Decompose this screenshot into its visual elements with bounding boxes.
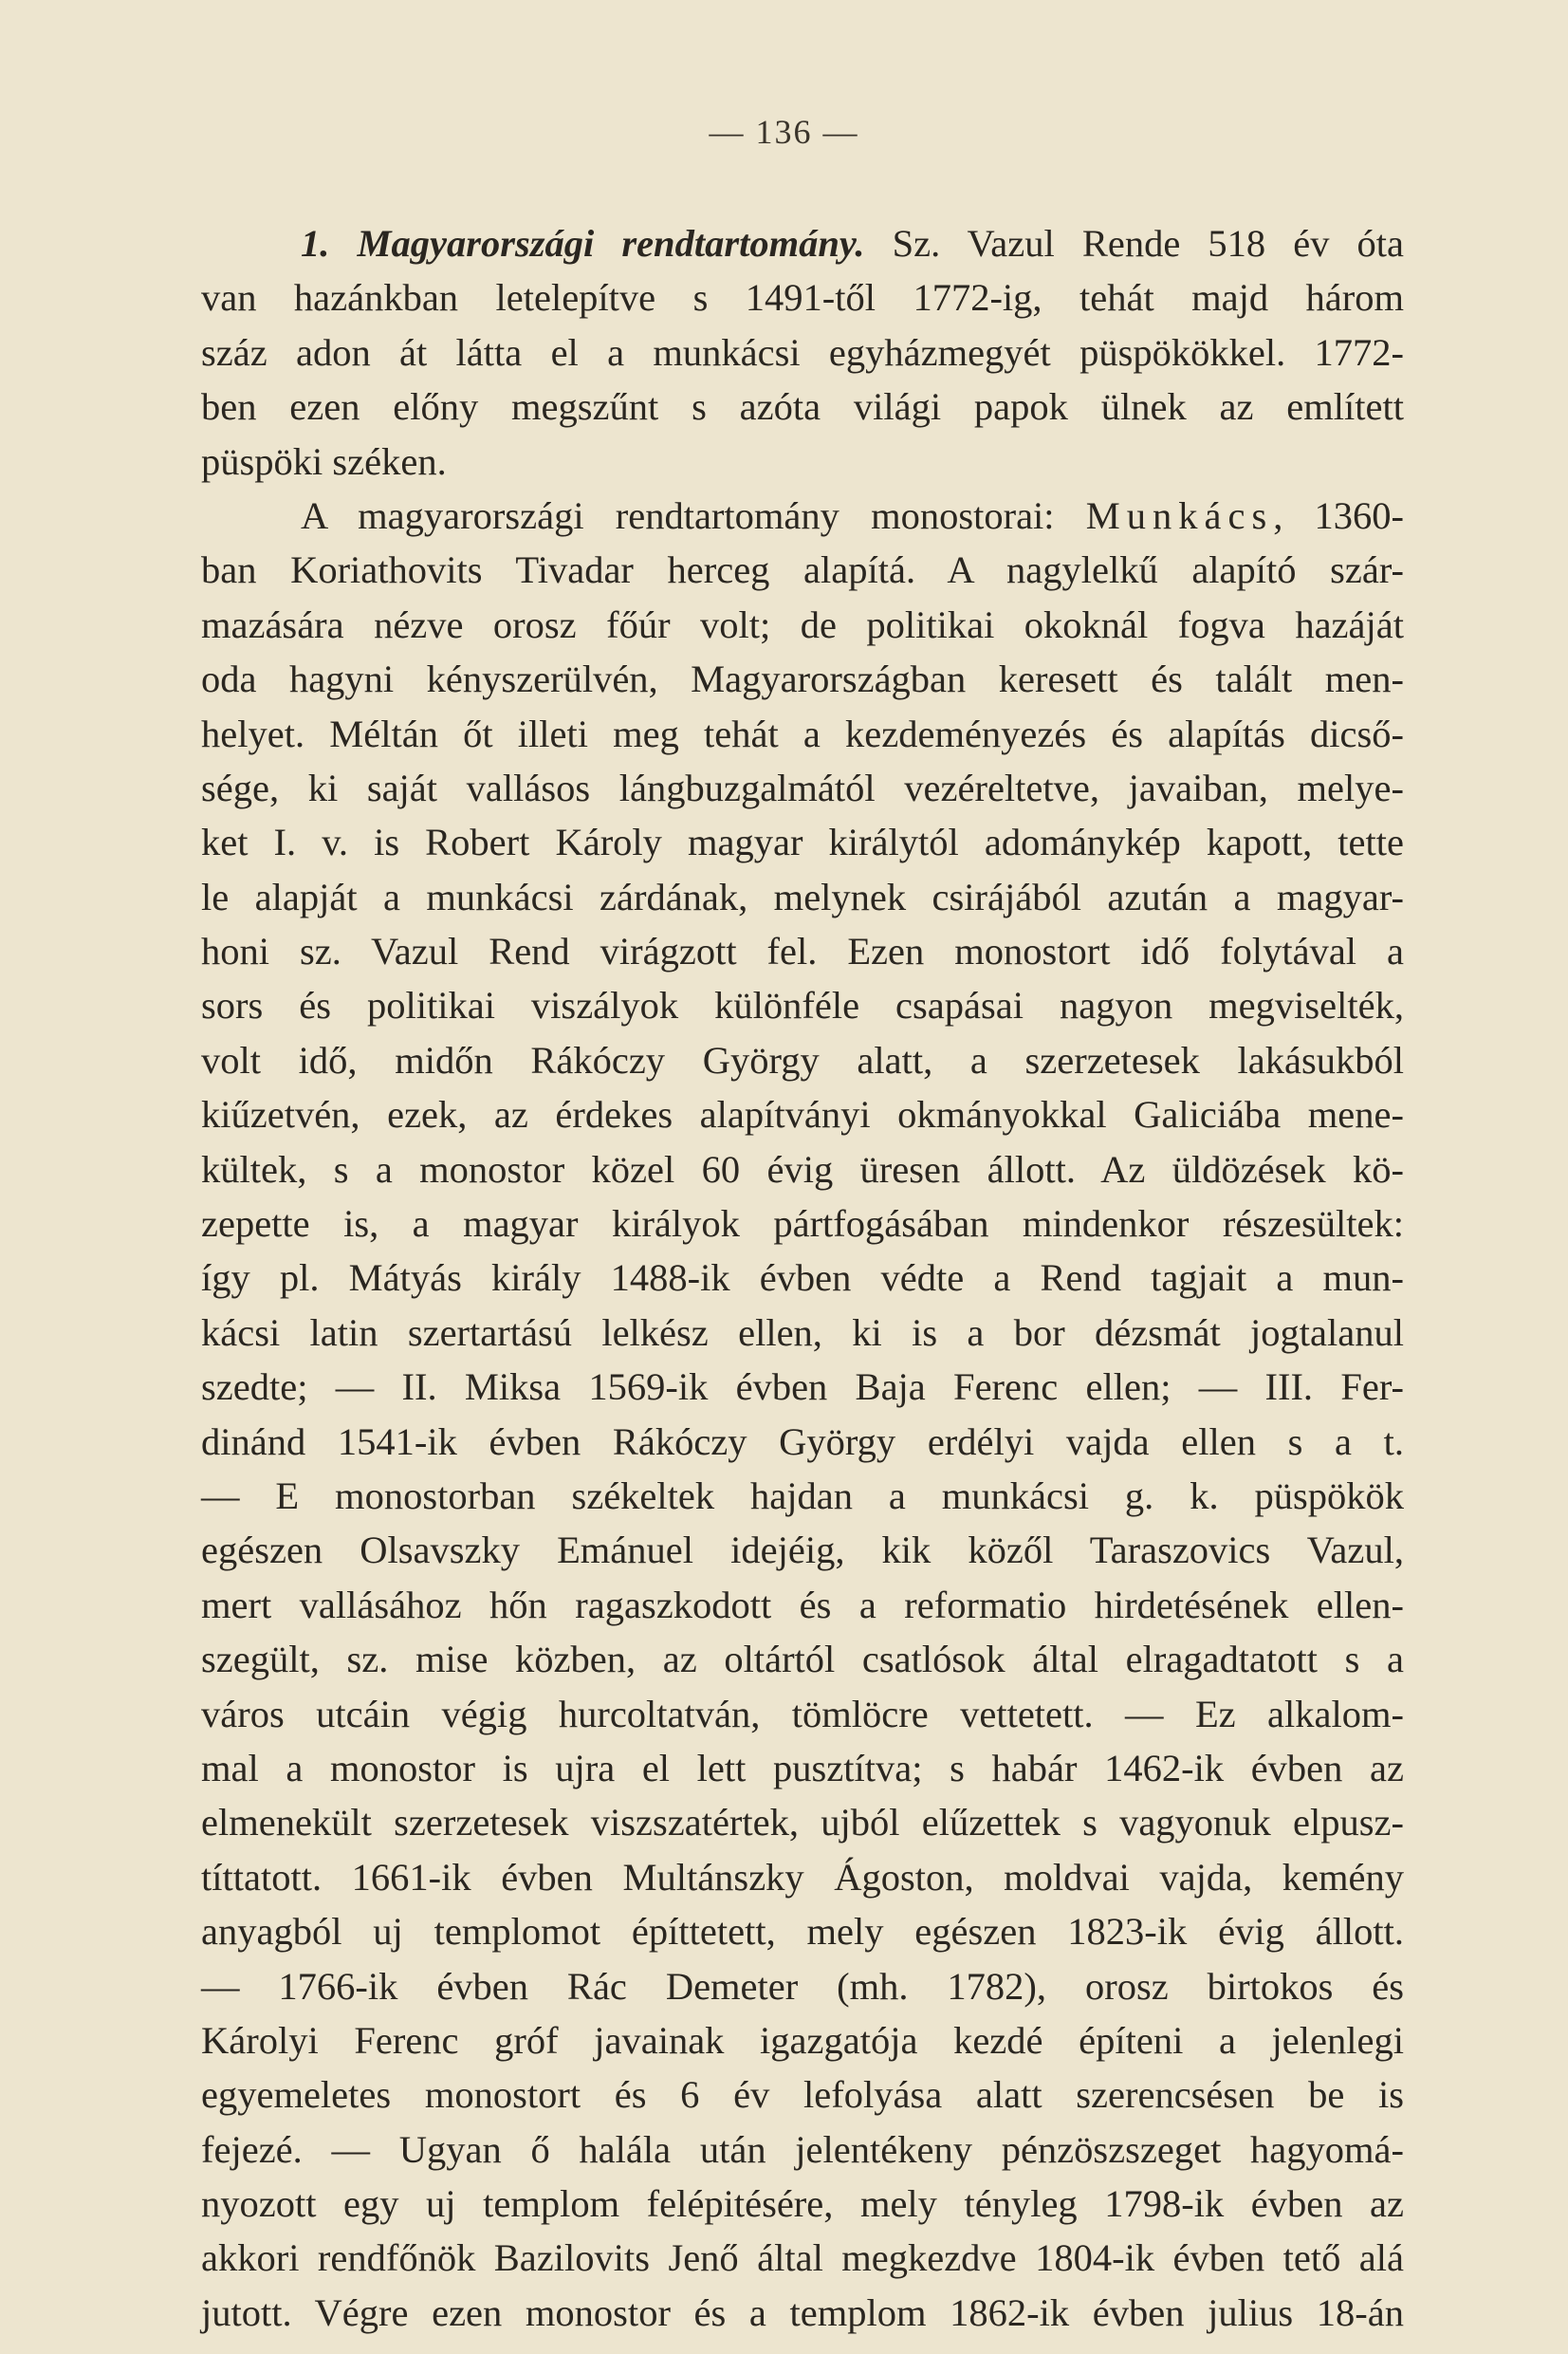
text-span: száz adon át látta el a munkácsi egyházmegyét püspökökkel. 1772- xyxy=(201,330,1404,374)
text-line xyxy=(201,652,1404,706)
text-line xyxy=(201,1469,1404,1523)
body-text xyxy=(201,216,1404,2340)
text-line xyxy=(201,325,1404,380)
text-span: honi sz. Vazul Rend virágzott fel. Ezen monostort idő folytával a xyxy=(201,930,1404,973)
text-span: dinánd 1541-ik évben Rákóczy György erdélyi vajda ellen s a t. xyxy=(201,1419,1404,1463)
text-span: — 1766-ik évben Rác Demeter (mh. 1782), orosz birtokos és xyxy=(201,1964,1404,2008)
text-span: — E monostorban székeltek hajdan a munkácsi g. k. püspökök xyxy=(201,1474,1404,1517)
text-line xyxy=(201,924,1404,978)
text-line xyxy=(201,1415,1404,1469)
text-span: zepette is, a magyar királyok pártfogásában mindenkor részesültek: xyxy=(201,1202,1404,1246)
text-line xyxy=(201,489,1404,543)
text-span: títtatott. 1661-ik évben Multánszky Ágoston, moldvai vajda, kemény xyxy=(201,1855,1404,1899)
text-line xyxy=(201,815,1404,869)
text-line xyxy=(201,1632,1404,1686)
text-line xyxy=(201,2013,1404,2067)
text-span: le alapját a munkácsi zárdának, melynek csirájából azután a magyar- xyxy=(201,875,1404,918)
text-line xyxy=(201,1687,1404,1741)
text-line xyxy=(201,2177,1404,2231)
text-span: van hazánkban letelepítve s 1491-től 1772-ig, tehát majd három xyxy=(201,276,1404,320)
text-span: kültek, s a monostor közel 60 évig üresen állott. Az üldözések kö- xyxy=(201,1147,1404,1191)
text-span: város utcáin végig hurcoltatván, tömlöcre vettetett. — Ez alkalom- xyxy=(201,1692,1404,1735)
text-line xyxy=(201,1850,1404,1904)
text-span: jutott. Végre ezen monostor és a templom 1862-ik évben julius 18-án xyxy=(201,2290,1404,2334)
text-span: egészen Olsavszky Emánuel idejéig, kik közől Taraszovics Vazul, xyxy=(201,1529,1404,1572)
text-span: anyagból uj templomot építtetett, mely egészen 1823-ik évig állott. xyxy=(201,1910,1404,1954)
text-line xyxy=(201,1959,1404,2013)
text-span: , 1360- xyxy=(1273,493,1404,537)
text-span: elmenekült szerzetesek viszszatértek, ujból elűzettek s vagyonuk elpusz- xyxy=(201,1801,1404,1844)
text-line xyxy=(201,1196,1404,1251)
text-span: Munkács xyxy=(1085,493,1274,537)
text-span: így pl. Mátyás király 1488-ik évben védte a Rend tagjait a mun- xyxy=(201,1256,1404,1300)
text-line xyxy=(201,2067,1404,2122)
text-line xyxy=(201,1142,1404,1196)
text-line xyxy=(201,435,1404,489)
text-span: volt idő, midőn Rákóczy György alatt, a szerzetesek lakásukból xyxy=(201,1038,1404,1082)
text-line xyxy=(201,1251,1404,1305)
text-line xyxy=(201,1523,1404,1577)
text-line xyxy=(201,870,1404,924)
text-line xyxy=(201,2231,1404,2285)
text-span: szedte; — II. Miksa 1569-ik évben Baja Ferenc ellen; — III. Fer- xyxy=(201,1365,1404,1409)
page-number: — 136 — xyxy=(709,113,859,151)
text-line xyxy=(201,1360,1404,1414)
text-span: mert vallásához hőn ragaszkodott és a reformatio hirdetésének ellen- xyxy=(201,1583,1404,1626)
text-span: oda hagyni kényszerülvén, Magyarországban keresett és talált men- xyxy=(201,658,1404,701)
text-line xyxy=(201,707,1404,761)
text-span: ben ezen előny megszűnt s azóta világi papok ülnek az említett xyxy=(201,385,1404,429)
text-line xyxy=(201,1795,1404,1849)
text-span: Sz. Vazul Rende 518 év óta xyxy=(864,222,1405,265)
text-line xyxy=(201,1306,1404,1360)
text-span: szegült, sz. mise közben, az oltártól csatlósok által elragadtatott s a xyxy=(201,1638,1404,1681)
text-span: fejezé. — Ugyan ő halála után jelentékeny pénzöszszeget hagyomá- xyxy=(201,2127,1404,2171)
text-span: ban Koriathovits Tivadar herceg alapítá. A nagylelkű alapító szár- xyxy=(201,548,1404,592)
text-span: mazására nézve orosz főúr volt; de politikai okoknál fogva hazáját xyxy=(201,602,1404,646)
text-span: akkori rendfőnök Bazilovits Jenő által megkezdve 1804-ik évben tető alá xyxy=(201,2236,1404,2280)
text-span: helyet. Méltán őt illeti meg tehát a kezdeményezés és alapítás dicső- xyxy=(201,712,1404,755)
text-line xyxy=(201,1904,1404,1958)
text-span: ket I. v. is Robert Károly magyar királytól adománykép kapott, tette xyxy=(201,821,1404,864)
text-span: A magyarországi rendtartomány monostorai: xyxy=(301,493,1086,537)
text-span: kiűzetvén, ezek, az érdekes alapítványi okmányokkal Galiciába mene- xyxy=(201,1093,1404,1137)
text-span: mal a monostor is ujra el lett pusztítva; s habár 1462-ik évben az xyxy=(201,1746,1404,1789)
text-span: egyemeletes monostort és 6 év lefolyása alatt szerencsésen be is xyxy=(201,2073,1404,2117)
text-span: kácsi latin szertartású lelkész ellen, ki is a bor dézsmát jogtalanul xyxy=(201,1310,1404,1354)
text-line xyxy=(201,2286,1404,2340)
text-line xyxy=(201,216,1404,270)
section-heading: 1. Magyarországi rendtartomány. xyxy=(301,222,865,265)
text-line xyxy=(201,380,1404,434)
text-line xyxy=(201,761,1404,815)
text-line xyxy=(201,2122,1404,2177)
text-line xyxy=(201,598,1404,652)
text-line xyxy=(201,543,1404,597)
text-line xyxy=(201,1741,1404,1795)
text-line xyxy=(201,1033,1404,1087)
text-span: nyozott egy uj templom felépitésére, mely tényleg 1798-ik évben az xyxy=(201,2182,1404,2226)
text-span: sors és politikai viszályok különféle csapásai nagyon megviselték, xyxy=(201,984,1404,1028)
text-line xyxy=(201,978,1404,1032)
text-span: püspöki széken. xyxy=(201,439,447,483)
text-span: Károlyi Ferenc gróf javainak igazgatója kezdé építeni a jelenlegi xyxy=(201,2018,1404,2062)
text-line xyxy=(201,1087,1404,1141)
text-span: sége, ki saját vallásos lángbuzgalmától vezéreltetve, javaiban, melye- xyxy=(201,766,1404,809)
text-line xyxy=(201,270,1404,324)
text-line xyxy=(201,1578,1404,1632)
